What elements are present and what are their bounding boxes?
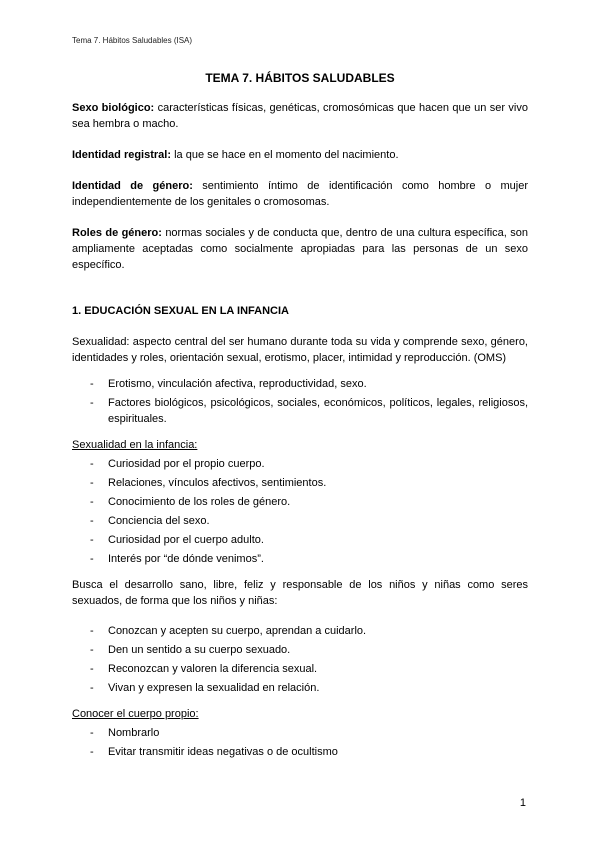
dash-bullet: - — [90, 477, 94, 489]
list-item: - Interés por “de dónde venimos”. — [90, 553, 264, 565]
definition-identidad-registral — [72, 147, 528, 163]
definition-term: Sexo biológico: — [72, 102, 155, 114]
list-item: - Nombrarlo — [90, 727, 160, 739]
subheading-cuerpo: Conocer el cuerpo propio: — [72, 708, 199, 720]
dash-bullet: - — [90, 553, 94, 565]
list-item: - Factores biológicos, psicológicos, sociales, económicos, políticos, legales, religiosos, espirituales. — [90, 397, 528, 425]
cuerpo-list — [72, 725, 528, 760]
busca-paragraph: Busca el desarrollo sano, libre, feliz y responsable de los niños y niñas como seres sexuados, de forma que los niños y niñas: — [72, 579, 528, 607]
dash-bullet: - — [90, 515, 94, 527]
list-item: - Vivan y expresen la sexualidad en relación. — [90, 682, 320, 694]
infancia-list — [72, 456, 528, 567]
definition-term: Identidad registral: — [72, 149, 172, 161]
list-item: - Curiosidad por el propio cuerpo. — [90, 458, 265, 470]
subheading-infancia: Sexualidad en la infancia: — [72, 439, 198, 451]
list-item: - Conozcan y acepten su cuerpo, aprendan a cuidarlo. — [90, 625, 367, 637]
page-content — [72, 70, 528, 770]
dash-bullet: - — [90, 727, 94, 739]
definition-roles-genero — [72, 225, 528, 273]
definition-term: Roles de género: — [72, 227, 162, 239]
dash-bullet: - — [90, 682, 94, 694]
list-item: - Conocimiento de los roles de género. — [90, 496, 291, 508]
dash-bullet: - — [90, 496, 94, 508]
dash-bullet: - — [90, 534, 94, 546]
list-item: - Erotismo, vinculación afectiva, reproductividad, sexo. — [90, 378, 367, 390]
list-item: - Conciencia del sexo. — [90, 515, 210, 527]
dash-bullet: - — [90, 746, 94, 758]
page-number: 1 — [519, 797, 526, 809]
dash-bullet: - — [90, 644, 94, 656]
dash-bullet: - — [90, 378, 94, 390]
dash-bullet: - — [90, 458, 94, 470]
dash-bullet: - — [90, 397, 94, 409]
dash-bullet: - — [90, 663, 94, 675]
sexualidad-intro: Sexualidad: aspecto central del ser humano durante toda su vida y comprende sexo, género, identidades y roles, orientación sexual, erotismo, placer, intimidad y reproducción. (OMS) — [72, 336, 528, 364]
running-header: Tema 7. Hábitos Saludables (ISA) — [72, 36, 193, 45]
list-item: - Reconozcan y valoren la diferencia sexual. — [90, 663, 318, 675]
definition-term: Identidad de género: — [72, 180, 193, 192]
definition-text: características físicas, genéticas, cromosómicas que hacen que un ser vivo sea hembra o macho. — [72, 102, 528, 130]
definition-text: sentimiento íntimo de identificación como hombre o mujer independientemente de los genitales o cromosomas. — [72, 180, 528, 208]
busca-list — [72, 623, 528, 696]
section-heading: 1. EDUCACIÓN SEXUAL EN LA INFANCIA — [72, 305, 289, 317]
definition-identidad-genero — [72, 178, 528, 210]
list-item: - Relaciones, vínculos afectivos, sentimientos. — [90, 477, 327, 489]
definition-sexo-biologico — [72, 100, 528, 132]
definition-text: normas sociales y de conducta que, dentro de una cultura específica, son ampliamente aceptadas como socialmente apropiadas para las personas de un sexo específico. — [72, 227, 528, 271]
dash-bullet: - — [90, 625, 94, 637]
list-item: - Evitar transmitir ideas negativas o de ocultismo — [90, 746, 338, 758]
list-item: - Den un sentido a su cuerpo sexuado. — [90, 644, 291, 656]
definition-text: la que se hace en el momento del nacimiento. — [171, 149, 399, 161]
page-title: TEMA 7. HÁBITOS SALUDABLES — [205, 71, 395, 85]
intro-list — [72, 376, 528, 427]
list-item: - Curiosidad por el cuerpo adulto. — [90, 534, 264, 546]
